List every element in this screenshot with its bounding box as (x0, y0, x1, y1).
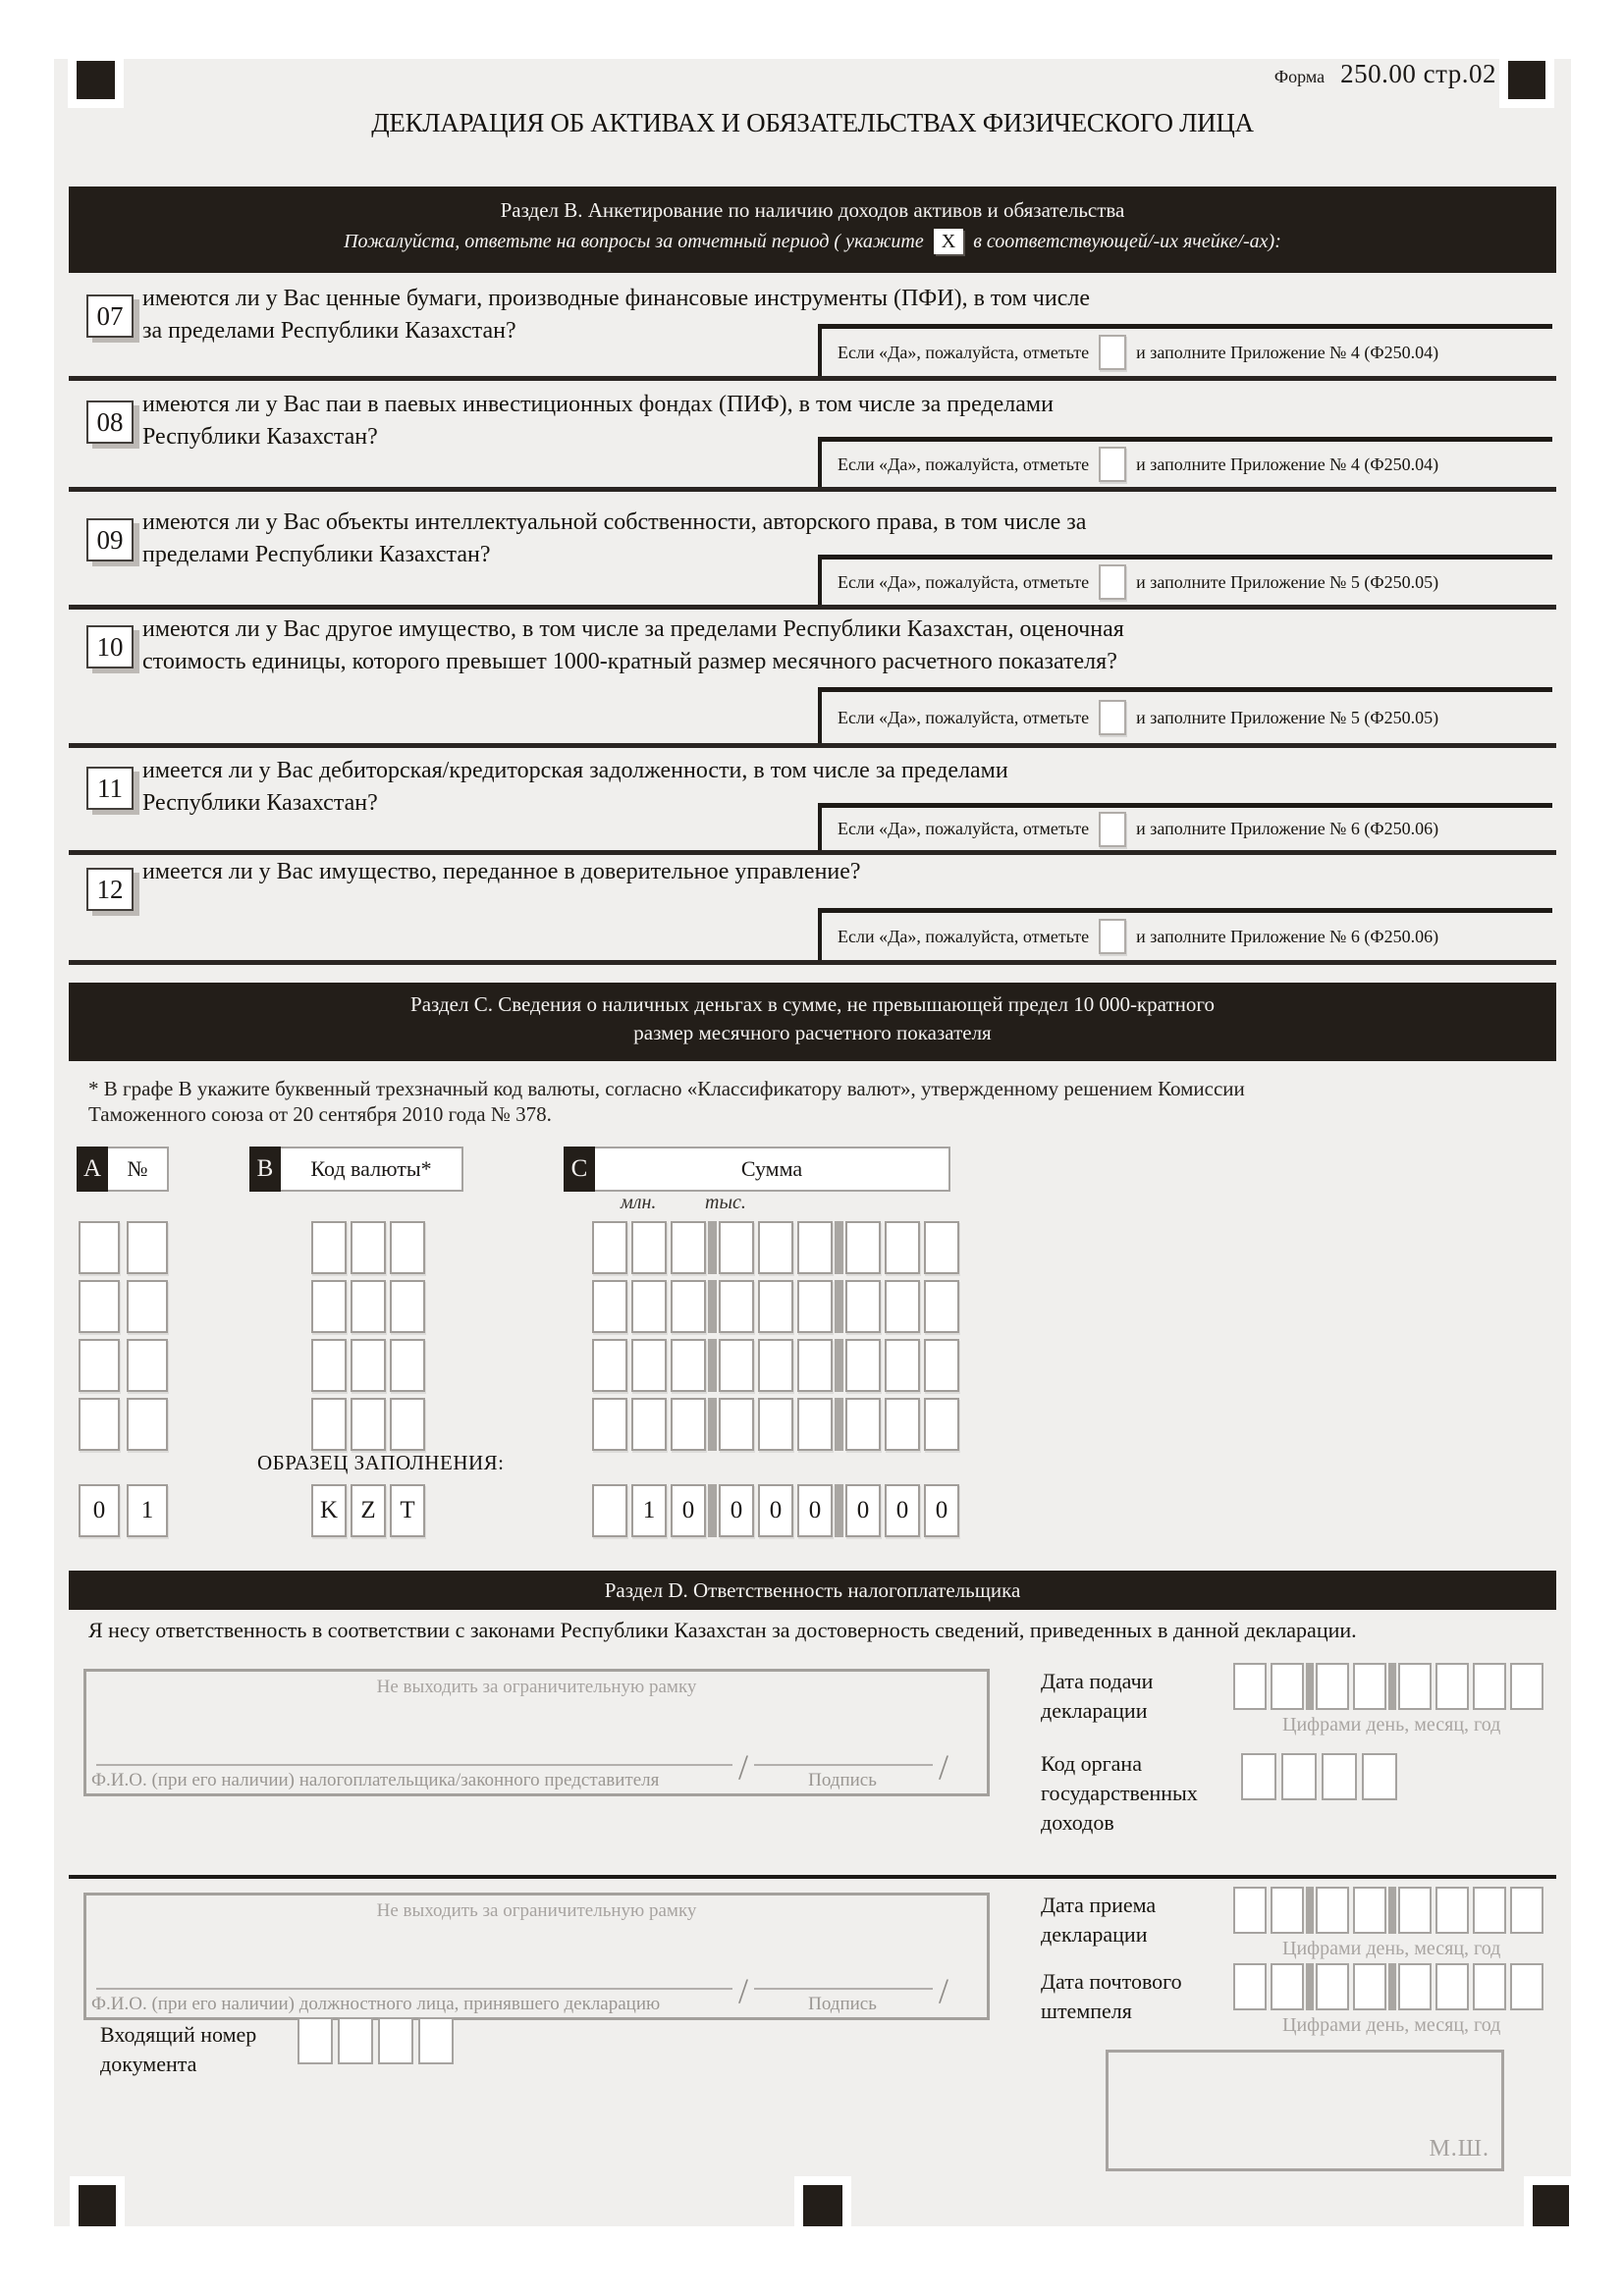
amount-digit-cell[interactable] (797, 1221, 833, 1274)
question-note (818, 555, 1552, 605)
sample-amount-cell: 0 (885, 1484, 920, 1537)
question-line2: пределами Республики Казахстан? (142, 542, 491, 567)
currency-code-cell[interactable] (390, 1280, 425, 1333)
date-cell[interactable] (1316, 1887, 1349, 1934)
amount-digit-cell[interactable] (719, 1398, 754, 1451)
form-number: 250.00 стр.02 (1340, 59, 1496, 88)
authority-code-label: Код органа государственных доходов (1041, 1751, 1198, 1835)
signature-field[interactable] (754, 1974, 933, 1990)
footnote-line2: Таможенного союза от 20 сентября 2010 года № 378. (88, 1102, 552, 1126)
row-number-cells (79, 1280, 168, 1333)
note-suffix: и заполните Приложение № 5 (Ф250.05) (1136, 571, 1439, 592)
question-number: 12 (86, 868, 134, 911)
subtitle-after: в соответствующей/-их ячейке/-ах): (973, 231, 1281, 252)
amount-digit-cell[interactable] (631, 1280, 667, 1333)
row-number-cell[interactable] (127, 1280, 168, 1333)
signature-label: Подпись (808, 1994, 877, 2014)
row-divider (69, 960, 1556, 965)
date-cell[interactable] (1473, 1887, 1506, 1934)
registration-mark-bottom-center (803, 2185, 842, 2226)
fio-label: Ф.И.О. (при его наличии) налогоплательщика/законного представителя (91, 1770, 660, 1790)
date-accept-cells (1233, 1887, 1543, 1934)
sample-fill-label: ОБРАЗЕЦ ЗАПОЛНЕНИЯ: (257, 1451, 505, 1474)
sample-currency-cell: K (311, 1484, 347, 1537)
amount-digit-cell[interactable] (631, 1398, 667, 1451)
currency-footnote (88, 1076, 1502, 1127)
currency-code-cell[interactable] (311, 1398, 347, 1451)
currency-code-cell[interactable] (311, 1221, 347, 1274)
question-text (142, 614, 1124, 678)
cash-row-1 (79, 1221, 959, 1274)
group-separator (835, 1280, 843, 1333)
sample-currency-cell: Z (351, 1484, 386, 1537)
note-suffix: и заполните Приложение № 6 (Ф250.06) (1136, 819, 1439, 838)
question-note (818, 803, 1552, 850)
slash-separator: / (738, 1747, 749, 1787)
row-number-cells (79, 1221, 168, 1274)
date-separator (1306, 1663, 1314, 1710)
date-separator (1388, 1887, 1396, 1934)
frame-hint: Не выходить за ограничительную рамку (376, 1900, 697, 1921)
question-number: 10 (86, 625, 134, 668)
note-prefix: Если «Да», пожалуйста, отметьте (838, 819, 1090, 838)
currency-code-cell[interactable] (390, 1339, 425, 1392)
date-cell[interactable] (1353, 1963, 1386, 2010)
row-number-cell[interactable] (79, 1398, 120, 1451)
date-postmark-cells (1233, 1963, 1543, 2010)
amount-digit-cell[interactable] (631, 1221, 667, 1274)
row-number-cell[interactable] (79, 1221, 120, 1274)
code-cell[interactable] (378, 2017, 413, 2064)
row-divider (69, 743, 1556, 748)
date-cell[interactable] (1398, 1963, 1432, 2010)
amount-digit-cell[interactable] (885, 1280, 920, 1333)
page-title: ДЕКЛАРАЦИЯ ОБ АКТИВАХ И ОБЯЗАТЕЛЬСТВАХ ФИЗИЧЕСКОГО ЛИЦА (371, 108, 1254, 137)
amount-digit-cell[interactable] (719, 1221, 754, 1274)
date-postmark-label: Дата почтового штемпеля (1041, 1969, 1182, 2023)
date-cell[interactable] (1233, 1663, 1267, 1710)
date-submit-label: Дата подачи декларации (1041, 1669, 1154, 1723)
column-b-label: Код валюты* (281, 1147, 463, 1192)
amount-digit-cell[interactable] (924, 1280, 959, 1333)
group-separator (835, 1484, 843, 1537)
amount-digit-cell[interactable] (592, 1280, 627, 1333)
stamp-box (1106, 2050, 1504, 2171)
question-line1: имеется ли у Вас дебиторская/кредиторская задолженности, в том числе за пределами (142, 758, 1008, 783)
x-mark-sample: X (934, 229, 963, 254)
sample-row (79, 1484, 959, 1537)
date-cell[interactable] (1353, 1663, 1386, 1710)
currency-code-cell[interactable] (351, 1398, 386, 1451)
amount-digit-cell[interactable] (845, 1398, 881, 1451)
currency-code-cells (311, 1339, 425, 1392)
cash-row-2 (79, 1280, 959, 1333)
currency-code-cell[interactable] (390, 1398, 425, 1451)
note-prefix: Если «Да», пожалуйста, отметьте (838, 707, 1090, 727)
section-b-bar (69, 187, 1556, 273)
amount-digit-cell[interactable] (671, 1398, 706, 1451)
column-c-label: Сумма (595, 1147, 950, 1192)
amount-cells (592, 1280, 959, 1333)
date-cell[interactable] (1435, 1663, 1469, 1710)
form-number-header (1094, 59, 1496, 89)
date-accept-label: Дата приема декларации (1041, 1893, 1157, 1947)
yes-checkbox[interactable] (1099, 919, 1126, 954)
registration-mark-bottom-left (79, 2185, 116, 2226)
group-separator (835, 1221, 843, 1274)
currency-code-cells (311, 1280, 425, 1333)
column-c-header (564, 1147, 950, 1192)
date-cell[interactable] (1510, 1963, 1543, 2010)
note-suffix: и заполните Приложение № 6 (Ф250.06) (1136, 926, 1439, 946)
signature-field[interactable] (754, 1750, 933, 1766)
currency-code-cells (311, 1398, 425, 1451)
row-divider (69, 850, 1556, 855)
date-separator (1306, 1887, 1314, 1934)
section-c-title-line2: размер месячного расчетного показателя (633, 1021, 992, 1044)
code-cell[interactable] (418, 2017, 454, 2064)
date-cell[interactable] (1398, 1663, 1432, 1710)
column-a-header (77, 1147, 169, 1192)
question-note (818, 687, 1552, 743)
question-line2: Республики Казахстан? (142, 424, 378, 450)
section-d-title: Раздел D. Ответственность налогоплательщика (604, 1578, 1021, 1602)
amount-digit-cell[interactable] (631, 1339, 667, 1392)
form-word: Форма (1273, 67, 1326, 86)
note-prefix: Если «Да», пожалуйста, отметьте (838, 926, 1090, 946)
date-cell[interactable] (1271, 1887, 1304, 1934)
official-signature-frame (83, 1893, 990, 2020)
row-divider (69, 605, 1556, 610)
amount-digit-cell[interactable] (885, 1398, 920, 1451)
amount-digit-cell[interactable] (845, 1339, 881, 1392)
frame-hint: Не выходить за ограничительную рамку (376, 1677, 697, 1697)
sample-number-cell: 0 (79, 1484, 120, 1537)
registration-mark-top-left (77, 61, 115, 99)
section-b-subtitle (69, 229, 1556, 254)
column-c-letter: С (564, 1147, 595, 1192)
currency-code-cell[interactable] (311, 1280, 347, 1333)
question-number: 11 (86, 767, 134, 810)
sample-amount-cells (592, 1484, 959, 1537)
amount-digit-cell[interactable] (845, 1280, 881, 1333)
sample-number-cell: 1 (127, 1484, 168, 1537)
stamp-label: М.Ш. (1429, 2136, 1489, 2162)
currency-code-cell[interactable] (351, 1221, 386, 1274)
incoming-number-cells (298, 2017, 454, 2064)
amount-digit-cell[interactable] (845, 1221, 881, 1274)
subtitle-before: Пожалуйста, ответьте на вопросы за отчетный период ( укажите (344, 231, 924, 252)
sample-amount-cell: 0 (924, 1484, 959, 1537)
group-separator (708, 1484, 717, 1537)
yes-checkbox[interactable] (1099, 447, 1126, 482)
question-line1: имеются ли у Вас ценные бумаги, производные финансовые инструменты (ПФИ), в том числе (142, 286, 1091, 311)
amount-digit-cell[interactable] (924, 1221, 959, 1274)
date-cell[interactable] (1353, 1887, 1386, 1934)
row-number-cell[interactable] (127, 1221, 168, 1274)
slash-separator: / (939, 1747, 949, 1787)
note-prefix: Если «Да», пожалуйста, отметьте (838, 454, 1090, 474)
cash-row-4 (79, 1398, 959, 1451)
note-prefix: Если «Да», пожалуйста, отметьте (838, 571, 1090, 592)
question-number: 09 (86, 518, 134, 561)
note-suffix: и заполните Приложение № 4 (Ф250.04) (1136, 454, 1439, 474)
yes-checkbox[interactable] (1099, 564, 1126, 600)
question-line2: за пределами Республики Казахстан? (142, 318, 516, 344)
group-separator (708, 1280, 717, 1333)
date-cell[interactable] (1398, 1887, 1432, 1934)
group-separator (835, 1398, 843, 1451)
question-line2: Республики Казахстан? (142, 790, 378, 816)
date-cell[interactable] (1233, 1963, 1267, 2010)
amount-digit-cell[interactable] (924, 1398, 959, 1451)
row-divider (69, 376, 1556, 381)
question-note (818, 324, 1552, 376)
group-separator (835, 1339, 843, 1392)
section-c-title-line1: Раздел С. Сведения о наличных деньгах в сумме, не превышающей предел 10 000-кратного (410, 992, 1215, 1016)
sample-currency-cell: T (390, 1484, 425, 1537)
amount-digit-cell[interactable] (885, 1221, 920, 1274)
section-c-bar (69, 983, 1556, 1061)
footnote-line1: * В графе В укажите буквенный трехзначный код валюты, согласно «Классификатору валют», утвержденному решением Комиссии (88, 1077, 1245, 1100)
registration-mark-top-right (1508, 61, 1545, 99)
date-cell[interactable] (1473, 1963, 1506, 2010)
sample-currency-cells (311, 1484, 425, 1537)
column-a-label: № (108, 1147, 169, 1192)
cash-row-3 (79, 1339, 959, 1392)
group-separator (708, 1398, 717, 1451)
amount-digit-cell[interactable] (592, 1398, 627, 1451)
amount-digit-cell[interactable] (671, 1221, 706, 1274)
section-b-title: Раздел В. Анкетирование по наличию доходов активов и обязательства (500, 198, 1125, 222)
date-cell[interactable] (1271, 1963, 1304, 2010)
code-cell[interactable] (1322, 1753, 1357, 1800)
date-cell[interactable] (1510, 1663, 1543, 1710)
column-b-letter: В (249, 1147, 281, 1192)
registration-mark-bottom-right (1533, 2185, 1569, 2226)
currency-code-cell[interactable] (351, 1339, 386, 1392)
millions-label: млн. (621, 1192, 657, 1213)
currency-code-cells (311, 1221, 425, 1274)
signature-label: Подпись (808, 1770, 877, 1790)
question-text (142, 856, 861, 888)
slash-separator: / (738, 1971, 749, 2010)
currency-code-cell[interactable] (311, 1339, 347, 1392)
question-line2: стоимость единицы, которого превышет 1000-кратный размер месячного расчетного показателя? (142, 649, 1117, 674)
date-separator (1388, 1663, 1396, 1710)
date-cell[interactable] (1435, 1887, 1469, 1934)
amount-digit-cell[interactable] (758, 1221, 793, 1274)
currency-code-cell[interactable] (390, 1221, 425, 1274)
question-line1: имеются ли у Вас объекты интеллектуальной собственности, авторского права, в том числе за (142, 509, 1087, 535)
column-b-header (249, 1147, 463, 1192)
note-prefix: Если «Да», пожалуйста, отметьте (838, 342, 1090, 362)
amount-cells (592, 1339, 959, 1392)
row-number-cells (79, 1339, 168, 1392)
question-note (818, 908, 1552, 960)
code-cell[interactable] (298, 2017, 333, 2064)
currency-code-cell[interactable] (351, 1280, 386, 1333)
fio-signature-field[interactable] (96, 1974, 732, 1990)
code-cell[interactable] (1281, 1753, 1317, 1800)
date-cell[interactable] (1271, 1663, 1304, 1710)
question-number: 08 (86, 400, 134, 444)
question-line1: имеются ли у Вас паи в паевых инвестиционных фондах (ПИФ), в том числе за пределами (142, 392, 1054, 417)
responsibility-statement: Я несу ответственность в соответствии с законами Республики Казахстан за достоверность сведений, приведенных в данной декларации. (88, 1618, 1357, 1642)
note-suffix: и заполните Приложение № 4 (Ф250.04) (1136, 342, 1439, 362)
amount-digit-cell[interactable] (592, 1221, 627, 1274)
slash-separator: / (939, 1971, 949, 2010)
amount-digit-cell[interactable] (719, 1339, 754, 1392)
authority-code-cells (1241, 1753, 1397, 1800)
sample-amount-cell: 1 (631, 1484, 667, 1537)
row-number-cell[interactable] (79, 1280, 120, 1333)
row-number-cell[interactable] (127, 1398, 168, 1451)
incoming-number-label: Входящий номер документа (100, 2022, 257, 2076)
amount-digit-cell[interactable] (924, 1339, 959, 1392)
question-line1: имеются ли у Вас другое имущество, в том числе за пределами Республики Казахстан, оценочная (142, 616, 1124, 642)
question-line1: имеется ли у Вас имущество, переданное в доверительное управление? (142, 859, 861, 884)
sample-amount-cell: 0 (758, 1484, 793, 1537)
sample-amount-cell: 0 (797, 1484, 833, 1537)
date-cell[interactable] (1473, 1663, 1506, 1710)
date-caption: Цифрами день, месяц, год (1282, 1938, 1501, 1959)
date-cell[interactable] (1316, 1963, 1349, 2010)
row-number-cell[interactable] (79, 1339, 120, 1392)
group-separator (708, 1221, 717, 1274)
yes-checkbox[interactable] (1099, 812, 1126, 847)
sample-number-cells (79, 1484, 168, 1537)
amount-digit-cell[interactable] (758, 1280, 793, 1333)
date-cell[interactable] (1316, 1663, 1349, 1710)
date-caption: Цифрами день, месяц, год (1282, 2014, 1501, 2036)
date-cell[interactable] (1435, 1963, 1469, 2010)
amount-digit-cell[interactable] (719, 1280, 754, 1333)
block-divider (69, 1875, 1556, 1879)
sample-amount-cell: 0 (845, 1484, 881, 1537)
date-cell[interactable] (1510, 1887, 1543, 1934)
amount-digit-cell[interactable] (592, 1339, 627, 1392)
date-separator (1306, 1963, 1314, 2010)
date-submit-cells (1233, 1663, 1543, 1710)
date-cell[interactable] (1233, 1887, 1267, 1934)
date-caption: Цифрами день, месяц, год (1282, 1714, 1501, 1735)
code-cell[interactable] (338, 2017, 373, 2064)
sample-amount-cell (592, 1484, 627, 1537)
row-number-cells (79, 1398, 168, 1451)
thousands-label: тыс. (705, 1192, 746, 1213)
code-cell[interactable] (1362, 1753, 1397, 1800)
yes-checkbox[interactable] (1099, 335, 1126, 370)
amount-digit-cell[interactable] (797, 1280, 833, 1333)
amount-digit-cell[interactable] (885, 1339, 920, 1392)
amount-cells (592, 1221, 959, 1274)
row-divider (69, 487, 1556, 492)
fio-signature-field[interactable] (96, 1750, 732, 1766)
amount-digit-cell[interactable] (671, 1280, 706, 1333)
question-number: 07 (86, 294, 134, 338)
fio-label: Ф.И.О. (при его наличии) должностного лица, принявшего декларацию (91, 1994, 661, 2014)
note-suffix: и заполните Приложение № 5 (Ф250.05) (1136, 707, 1439, 727)
group-separator (708, 1339, 717, 1392)
section-d-bar (69, 1571, 1556, 1610)
row-number-cell[interactable] (127, 1339, 168, 1392)
amount-digit-cell[interactable] (797, 1339, 833, 1392)
question-note (818, 437, 1552, 487)
sample-amount-cell: 0 (719, 1484, 754, 1537)
amount-digit-cell[interactable] (671, 1339, 706, 1392)
date-separator (1388, 1963, 1396, 2010)
amount-digit-cell[interactable] (758, 1398, 793, 1451)
yes-checkbox[interactable] (1099, 700, 1126, 735)
column-a-letter: А (77, 1147, 108, 1192)
amount-cells (592, 1398, 959, 1451)
amount-digit-cell[interactable] (797, 1398, 833, 1451)
taxpayer-signature-frame (83, 1669, 990, 1796)
code-cell[interactable] (1241, 1753, 1276, 1800)
sample-amount-cell: 0 (671, 1484, 706, 1537)
amount-digit-cell[interactable] (758, 1339, 793, 1392)
